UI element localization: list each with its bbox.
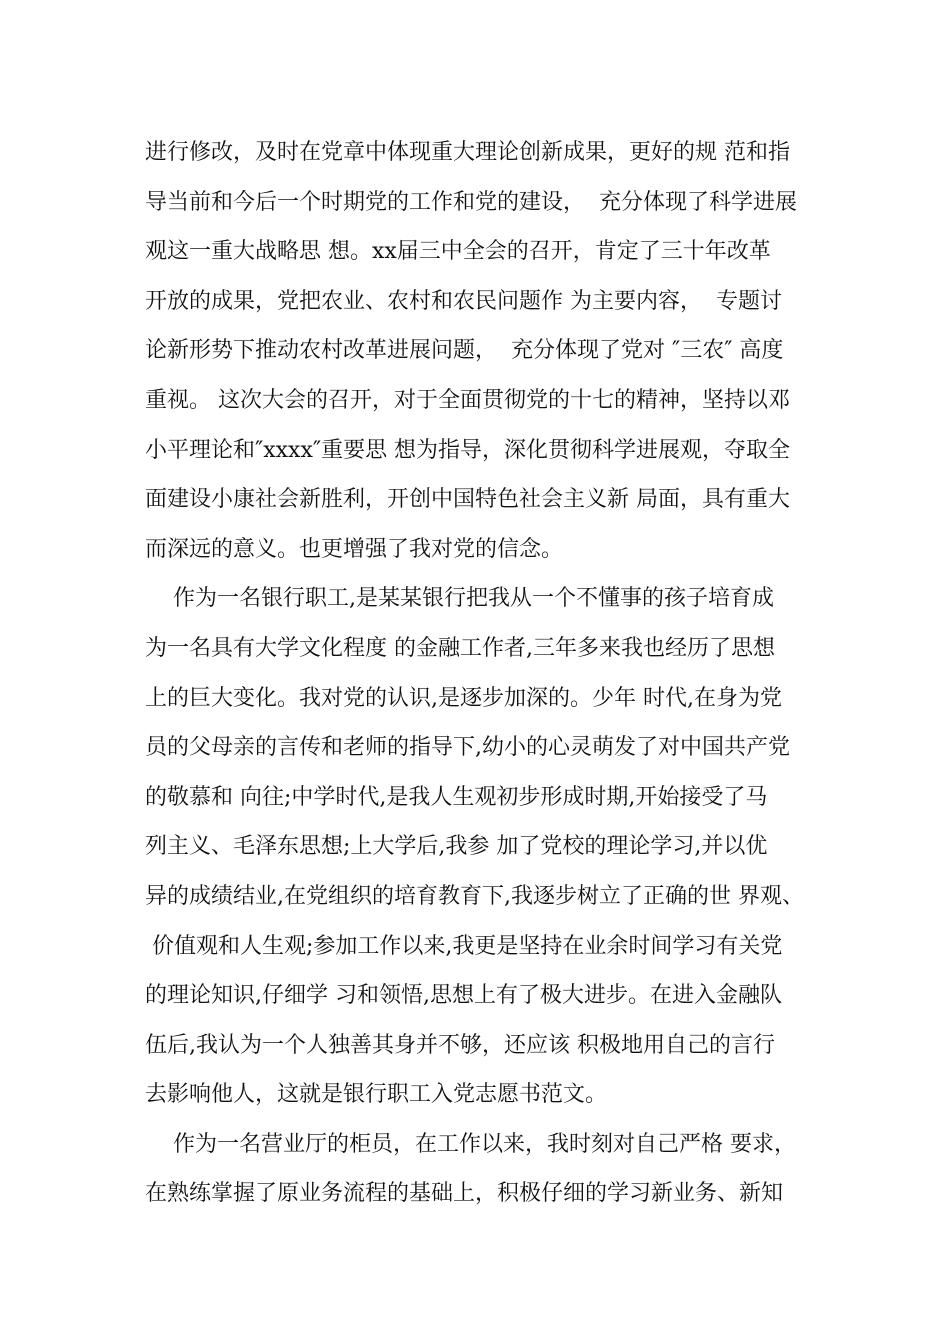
text-line: 在熟练掌握了原业务流程的基础上，积极仔细的学习新业务、新知: [145, 1181, 784, 1207]
text-line: 进行修改，及时在党章中体现重大理论创新成果，更好的规 范和指: [145, 140, 790, 165]
document-body: [145, 128, 825, 1219]
text-line: 而深远的意义。也更增强了我对党的信念。: [145, 536, 564, 562]
text-line: 重视。 这次大会的召开，对于全面贯彻党的十七的精神，坚持以邓: [145, 387, 790, 413]
text-line: 小平理论和″xxxx″重要思 想为指导，深化贯彻科学进展观，夺取全: [145, 437, 791, 463]
text-line: 的敬慕和 向往;中学时代,是我人生观初步形成时期,开始接受了马: [145, 784, 768, 810]
text-line: 面建设小康社会新胜利，开创中国特色社会主义新 局面，具有重大: [145, 487, 790, 513]
text-line: 去影响他人，这就是银行职工入党志愿书范文。: [145, 1082, 608, 1108]
text-line: 观这一重大战略思 想。xx届三中全会的召开，肯定了三十年改革: [145, 239, 771, 265]
text-line: 论新形势下推动农村改革进展问题， 充分体现了党对 ″三农″ 高度: [145, 338, 784, 364]
text-line: 伍后,我认为一个人独善其身并不够，还应该 积极地用自己的言行: [145, 1032, 775, 1058]
text-line: 员的父母亲的言传和老师的指导下,幼小的心灵萌发了对中国共产党: [145, 735, 790, 761]
text-line: 作为一名银行职工,是某某银行把我从一个不懂事的孩子培育成: [145, 586, 774, 612]
text-line: 作为一名营业厅的柜员，在工作以来，我时刻对自己严格 要求，: [145, 1131, 796, 1157]
text-line: 上的巨大变化。我对党的认识,是逐步加深的。少年 时代,在身为党: [145, 685, 782, 711]
text-line: 为一名具有大学文化程度 的金融工作者,三年多来我也经历了思想: [145, 635, 775, 661]
text-line: 价值观和人生观;参加工作以来,我更是坚持在业余时间学习有关党: [145, 933, 783, 959]
text-line: 的理论知识,仔细学 习和领悟,思想上有了极大进步。在进入金融队: [145, 983, 782, 1009]
text-line: 列主义、毛泽东思想;上大学后,我参 加了党校的理论学习,并以优: [145, 834, 768, 860]
text-line: 异的成绩结业,在党组织的培育教育下,我逐步树立了正确的世 界观、: [145, 883, 804, 909]
text-line: 开放的成果，党把农业、农村和农民问题作 为主要内容， 专题讨: [145, 288, 782, 314]
text-line: 导当前和今后一个时期党的工作和党的建设， 充分体现了科学进展: [145, 189, 797, 215]
